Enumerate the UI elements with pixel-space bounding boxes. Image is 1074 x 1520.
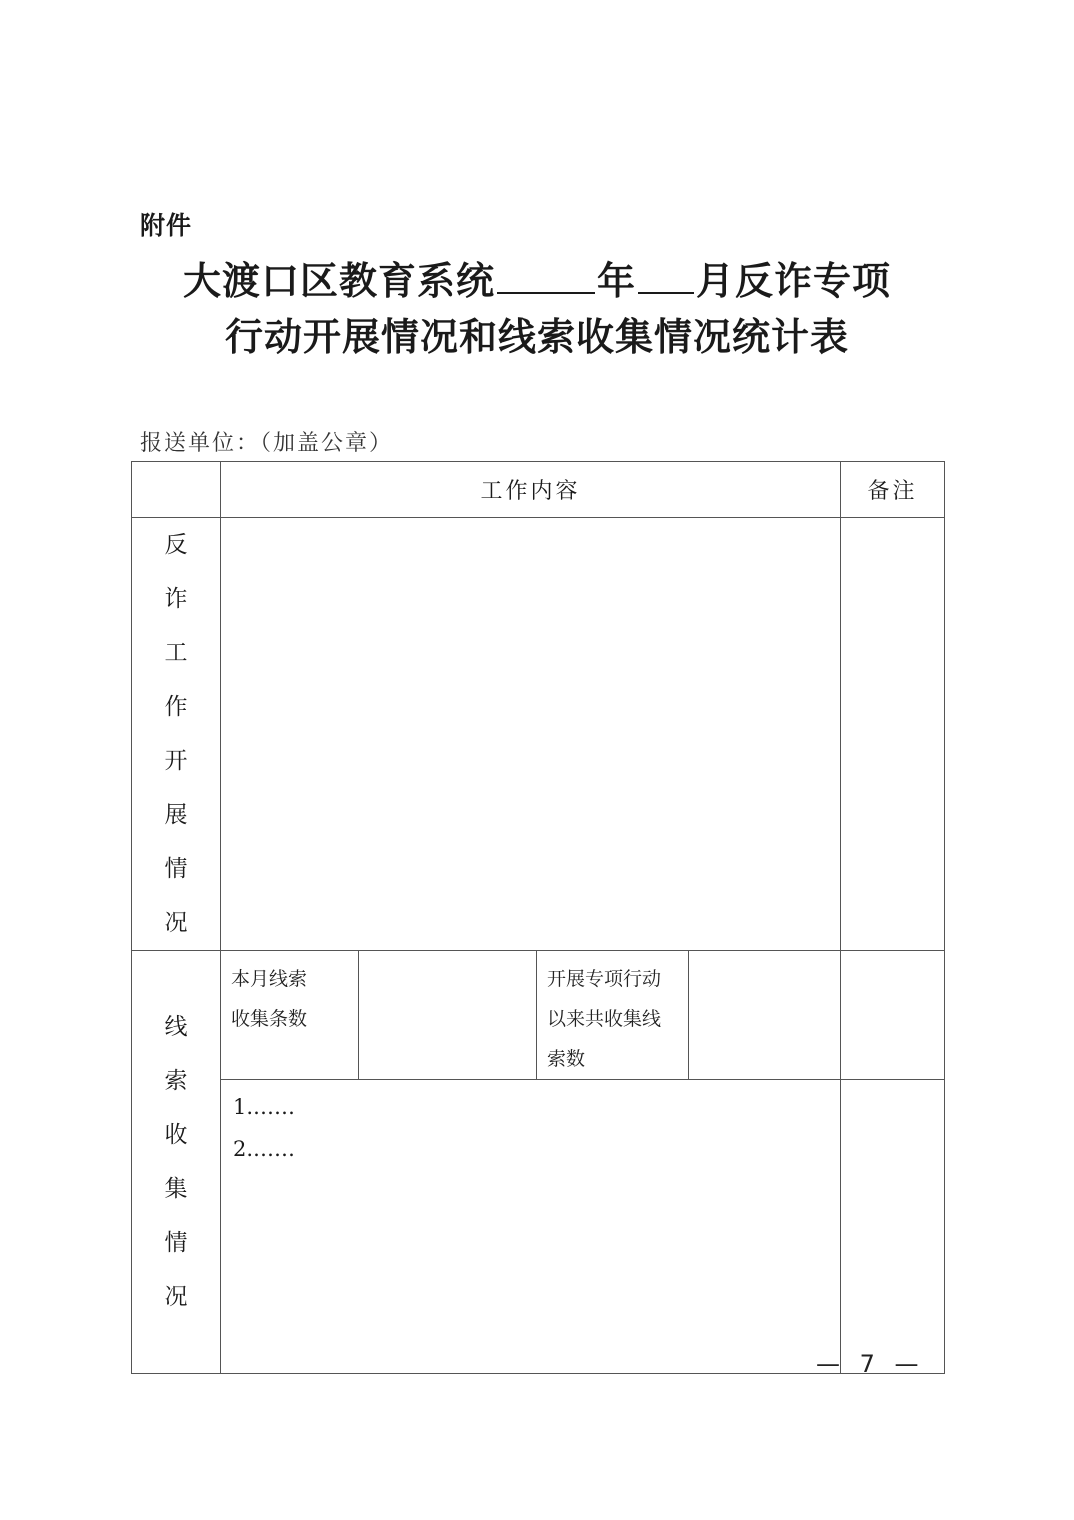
clue-collection-label: 线索 收集 情况 [132,951,221,1374]
clue-item-1: 1.…… [233,1095,296,1119]
form-title-line1 [0,250,1074,305]
remark-cell-3[interactable] [841,1080,945,1374]
report-unit-label: 报送单位：（加盖公章） [140,431,394,456]
form-title-line2: 行动开展情况和线索收集情况统计表 [224,314,849,359]
month-clues-value[interactable] [359,951,537,1080]
remark-cell-1[interactable] [841,518,945,951]
remark-cell-2[interactable] [841,951,945,1080]
title-part1: 大渡口区教育系统 [182,258,495,303]
corner-cell [132,462,221,518]
title-part2: 年 [596,258,636,303]
page-number: — 7 — [816,1350,925,1378]
title-part3: 月反诈专项 [696,258,892,303]
month-blank[interactable] [638,258,694,294]
total-clues-label: 开展专项行动 以来共收集线 索数 [537,951,689,1080]
remark-header: 备注 [841,462,945,518]
attachment-label: 附件 [140,211,193,240]
clue-item-2: 2.…… [233,1137,296,1161]
anti-fraud-work-label: 反诈 工作 开展 情况 [132,518,221,951]
total-clues-value[interactable] [689,951,841,1080]
year-blank[interactable] [497,258,595,294]
clue-list-cell[interactable] [221,1080,841,1374]
statistics-table [131,461,945,1374]
work-content-header: 工作内容 [221,462,841,518]
work-content-cell[interactable] [221,518,841,951]
month-clues-label: 本月线索 收集条数 [221,951,359,1080]
